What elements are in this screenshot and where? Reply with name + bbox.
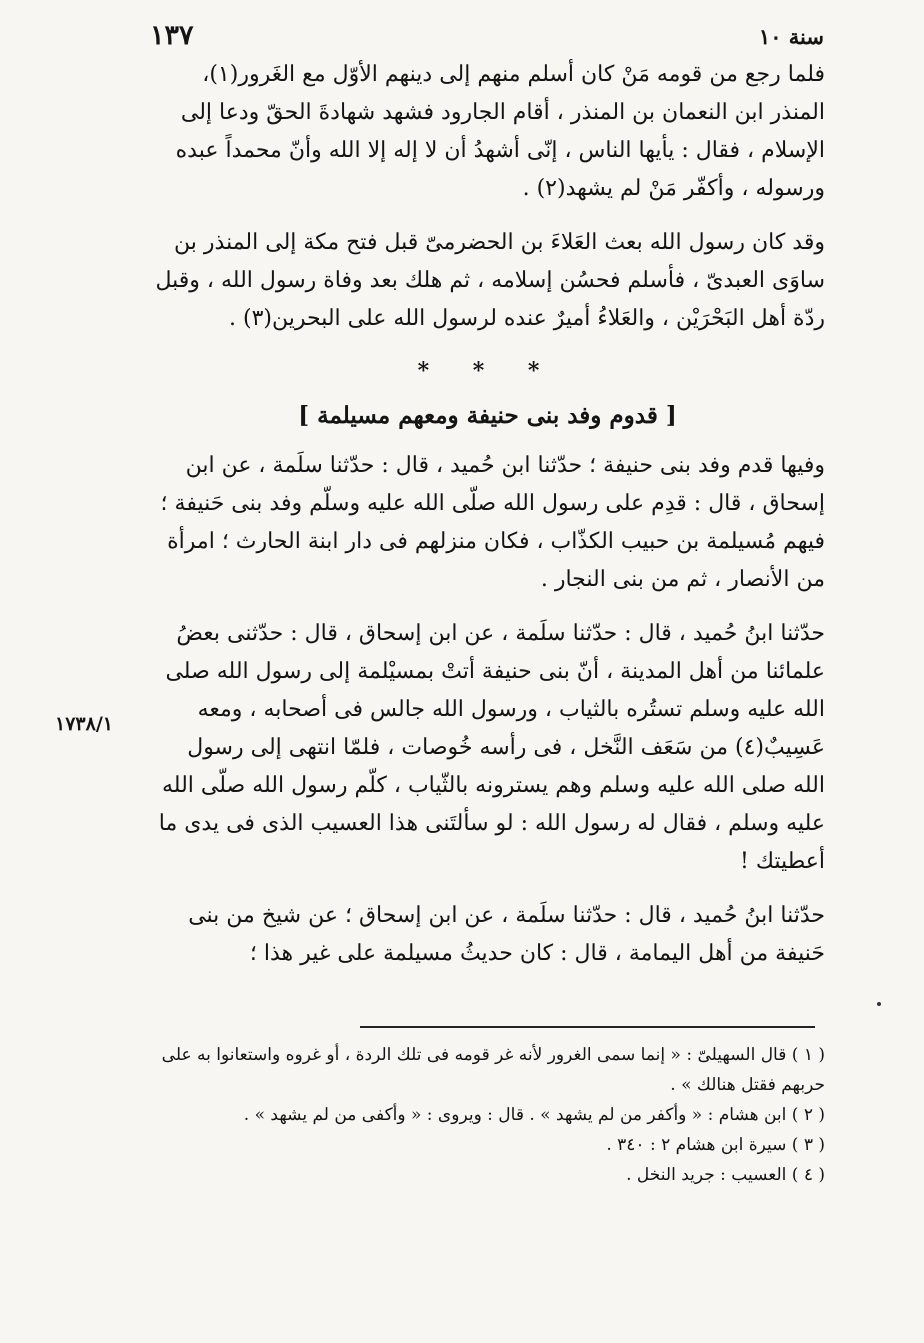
paragraph-1: فلما رجع من قومه مَنْ كان أسلم منهم إلى دينهم الأوّل مع الغَرور(١)، المنذر ابن النعمان بن المنذر ، أقام الجارود فشهد شهادةَ الحقّ ودعا إلى الإسلام ، فقال : يأيها الناس ، إنّى أشهدُ أن لا إله إلا الله وأنّ محمداً عبده ورسوله ، وأكفّر مَنْ لم يشهد(٢) . <box>175 62 825 201</box>
paragraph-5: حدّثنا ابنُ حُميد ، قال : حدّثنا سلَمة ، عن ابن إسحاق ؛ عن شيخ من بنى حَنيفة من أهل اليمامة ، قال : كان حديثُ مسيلمة على غير هذا ؛ <box>188 903 825 966</box>
paragraph-2: وقد كان رسول الله بعث العَلاءَ بن الحضرمىّ قبل فتح مكة إلى المنذر بن ساوَى العبدىّ ، فأسلم فحسُن إسلامه ، ثم هلك بعد وفاة رسول الله ، وقبل ردّة أهل البَحْرَيْن ، والعَلاءُ أميرٌ عنده لرسول الله على البحرين(٣) . <box>155 230 825 331</box>
page-number: ١٣٧ <box>150 20 194 51</box>
paragraph-4: حدّثنا ابنُ حُميد ، قال : حدّثنا سلَمة ، عن ابن إسحاق ، قال : حدّثنى بعضُ علمائنا من أهل المدينة ، أنّ بنى حنيفة أتتْ بمسيْلمة إلى رسول الله صلى الله عليه وسلم تستُره بالثياب ، ورسول الله جالس فى أصحابه ، ومعه عَسِيبٌ(٤) من سَعَف النَّخل ، فى رأسه خُوصات ، فلمّا انتهى إلى رسول الله صلى الله عليه وسلم وهم يسترونه بالثّياب ، كلّم رسول الله صلّى الله عليه وسلم ، فقال له رسول الله : لو سألتَنى هذا العسيب الذى فى يدى ما أعطيتك ! <box>158 621 825 874</box>
footnote-3: ( ٣ ) سيرة ابن هشام ٢ : ٣٤٠ . <box>606 1135 825 1155</box>
paragraph-3: وفيها قدم وفد بنى حنيفة ؛ حدّثنا ابن حُميد ، قال : حدّثنا سلَمة ، عن ابن إسحاق ، قال : قدِم على رسول الله صلّى الله عليه وسلّم وفد بنى حَنيفة ؛ فيهم مُسيلمة بن حبيب الكذّاب ، فكان منزلهم فى دار ابنة الحارث ؛ امرأة من الأنصار ، ثم من بنى النجار . <box>160 453 825 592</box>
footnote-4: ( ٤ ) العسيب : جريد النخل . <box>626 1165 825 1185</box>
footnote-2: ( ٢ ) ابن هشام : « وأكفر من لم يشهد » . قال : ويروى : « وأكفى من لم يشهد » . <box>243 1105 825 1125</box>
page-header <box>150 20 824 56</box>
ink-speck <box>877 1002 881 1006</box>
footnotes <box>150 1040 825 1190</box>
margin-reference: ١٧٣٨/١ <box>55 713 113 735</box>
main-text <box>150 56 825 973</box>
section-separator: * * * <box>417 358 558 384</box>
footnote-1: ( ١ ) قال السهيلىّ : « إنما سمى الغرور لأنه غر قومه فى تلك الردة ، أو غروه واستعانوا به على حربهم فقتل هنالك » . <box>161 1045 825 1095</box>
footnote-divider <box>360 1026 815 1028</box>
running-header-year: سنة ١٠ <box>758 24 824 49</box>
section-heading: [ قدوم وفد بنى حنيفة ومعهم مسيلمة ] <box>298 402 677 429</box>
